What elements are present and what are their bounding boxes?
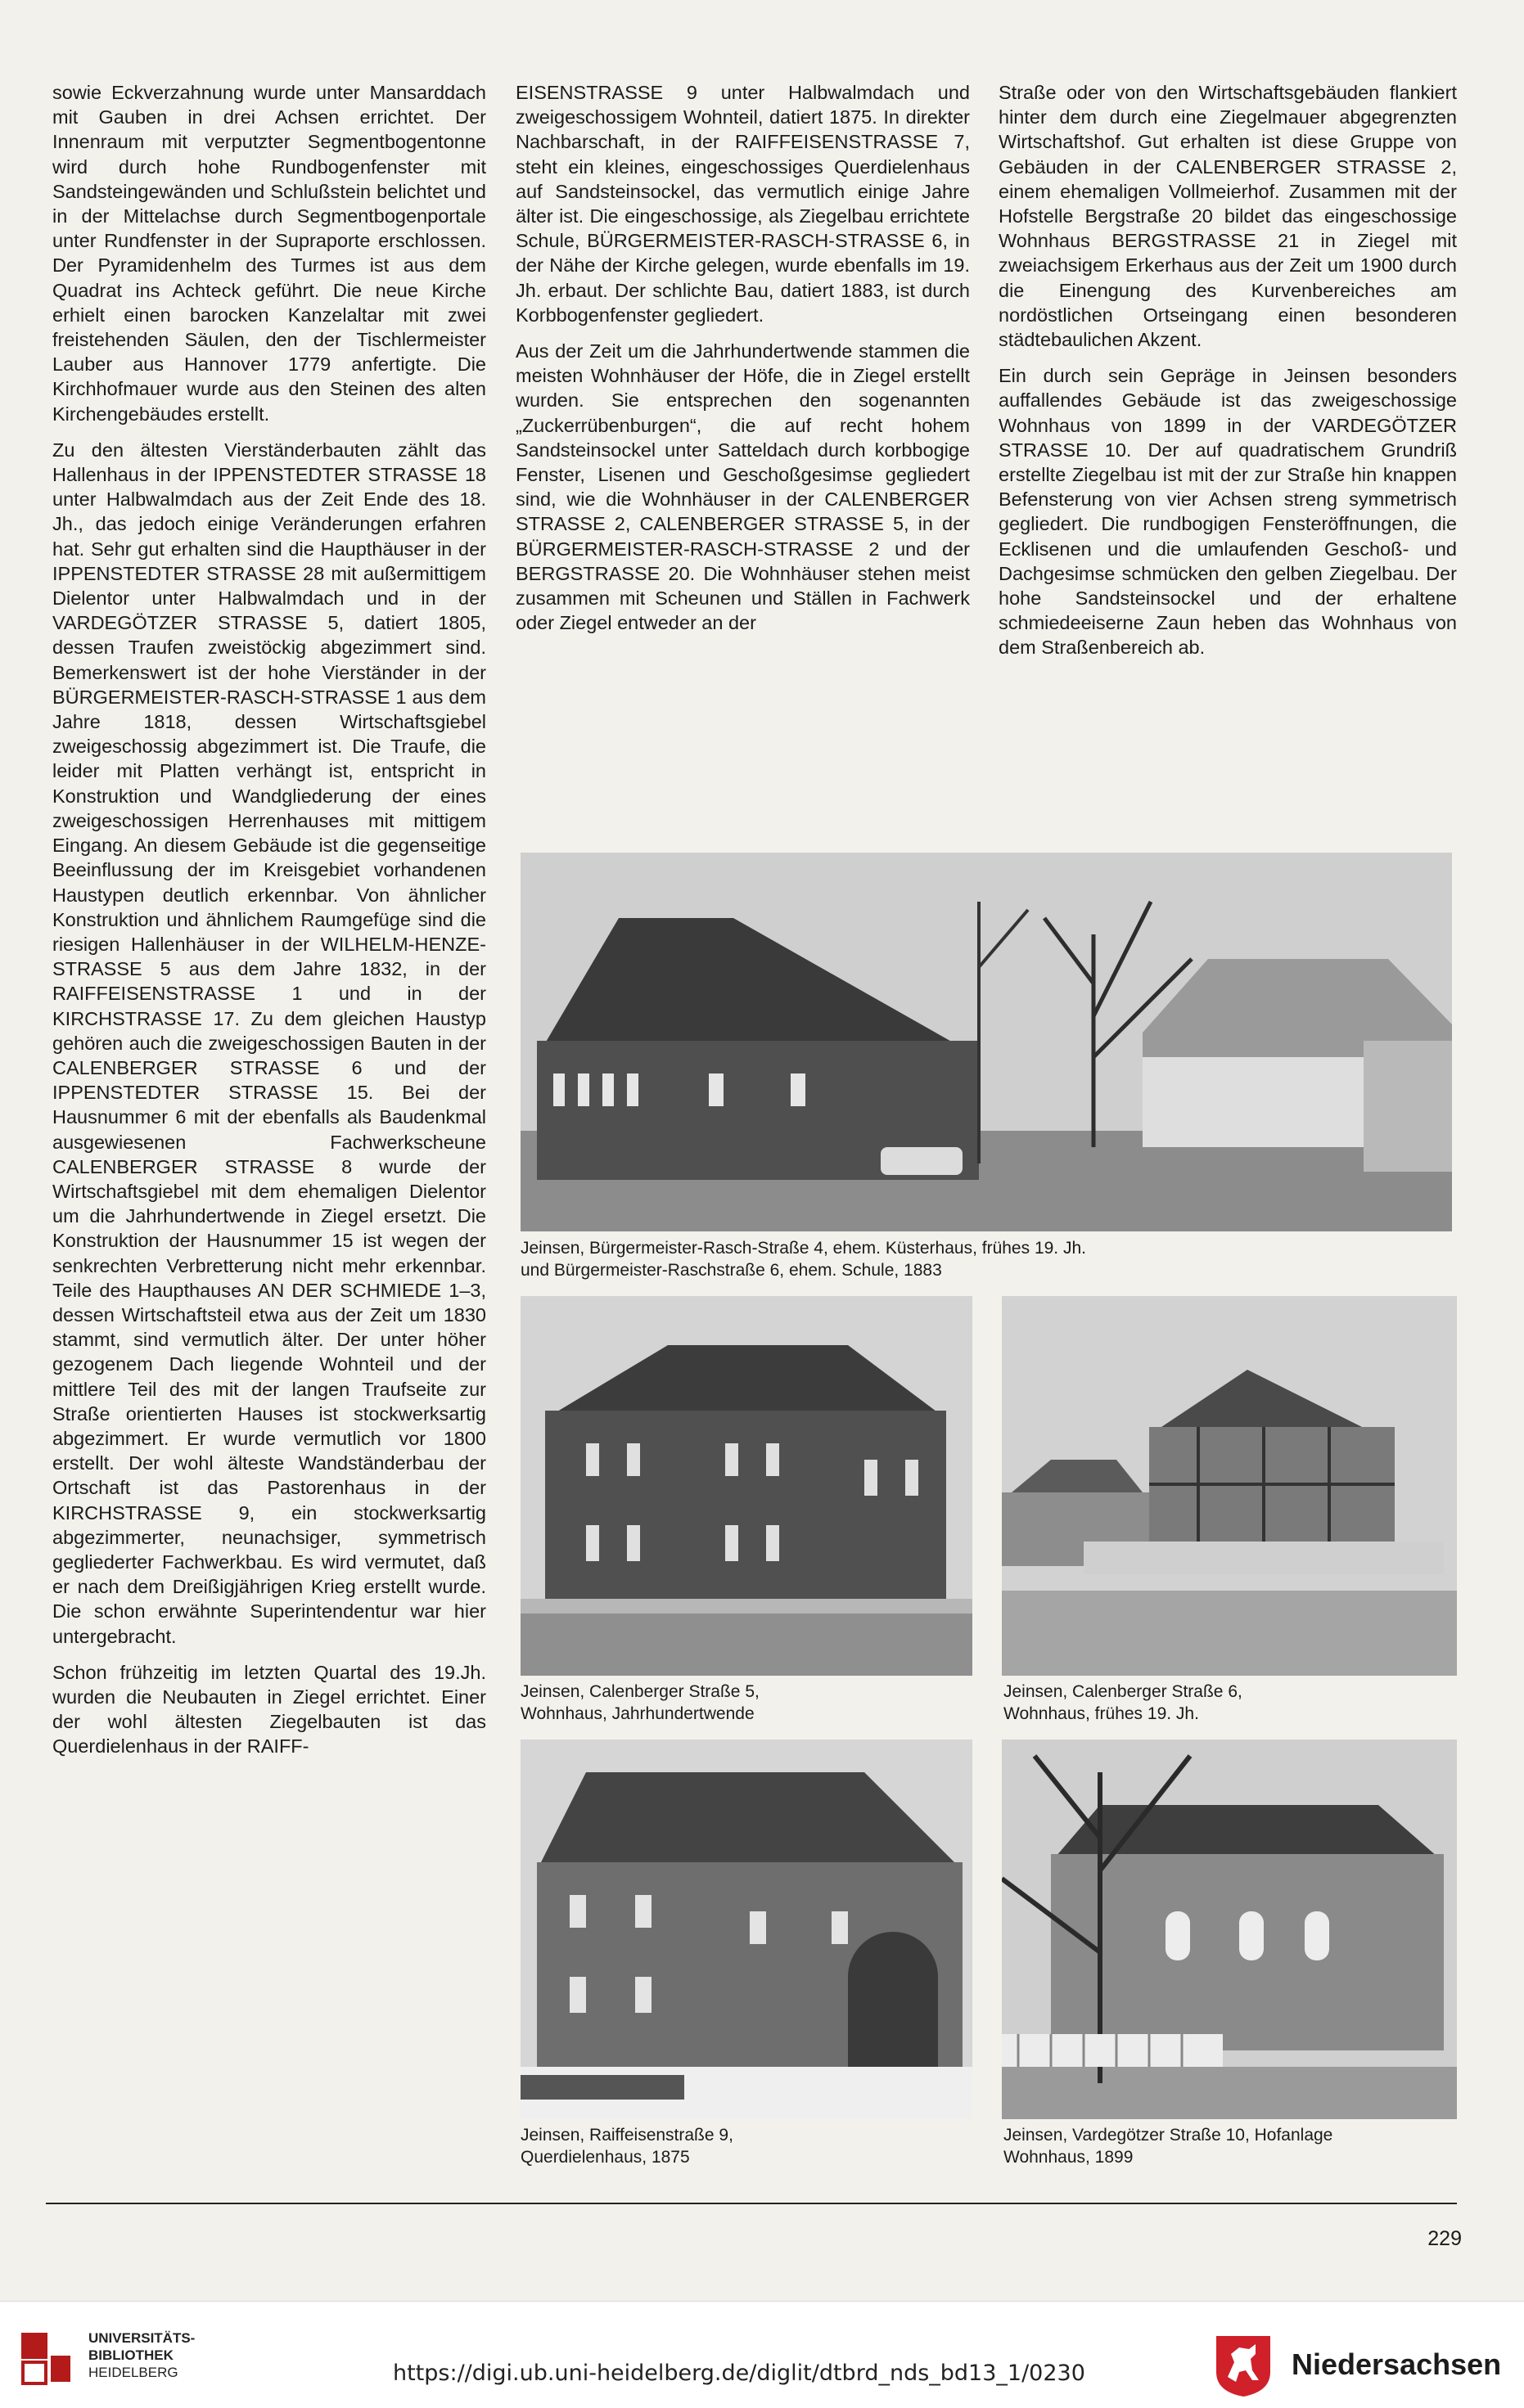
- photo-vardegoetzer-10: [1002, 1740, 1457, 2119]
- paragraph: Schon frühzeitig im letzten Quartal des 19.Jh. wurden die Neubauten in Ziegel errichtet. Einer der wohl ältesten Ziegelbauten ist das Querdielenhaus in der RAIFF-: [52, 1661, 486, 1758]
- library-name: [88, 2329, 195, 2381]
- photo-raiffeisen-9: [521, 1740, 972, 2119]
- caption-line: Querdielenhaus, 1875: [521, 2148, 690, 2167]
- text-column-1: [52, 80, 486, 1771]
- caption-photo-4: [521, 2124, 972, 2168]
- caption-line: Jeinsen, Bürgermeister-Rasch-Straße 4, ehem. Küsterhaus, frühes 19. Jh.: [521, 1239, 1086, 1258]
- library-line: HEIDELBERG: [88, 2365, 178, 2380]
- paragraph: Ein durch sein Gepräge in Jeinsen besonders auffallendes Gebäude ist das zweigeschossige Wohnhaus von 1899 in der VARDEGÖTZER STRASSE 10. Der auf quadratischem Grundriß erstellte Ziegelbau ist mit der zur Straße hin knappen Befensterung von vier Achsen streng symmetrisch gegliedert. Die rundbogigen Fensteröffnungen, die Ecklisenen und die umlaufenden Geschoß- und Dachgesimse schmücken den gelben Ziegelbau. Der hohe Sandsteinsockel und der erhaltene schmiedeeiserne Zaun heben das Wohnhaus von dem Straßenbereich ab.: [999, 365, 1457, 659]
- page-number: 229: [1427, 2227, 1462, 2250]
- paragraph: EISENSTRASSE 9 unter Halbwalmdach und zweigeschossigem Wohnteil, datiert 1875. In direkter Nachbarschaft, in der RAIFFEISENSTRASSE 7, steht ein kleines, eingeschossiges Querdielenhaus auf Sandsteinsockel, das vermutlich einige Jahre älter ist. Die eingeschossige, als Ziegelbau errichtete Schule, BÜRGERMEISTER-RASCH-STRASSE 6, in der Nähe der Kirche gelegen, wurde ebenfalls im 19. Jh. erbaut. Der schlichte Bau, datiert 1883, ist durch Korbbogenfenster gegliedert.: [516, 82, 970, 326]
- caption-photo-3: [1003, 1681, 1459, 1725]
- paragraph: Straße oder von den Wirtschaftsgebäuden flankiert hinter dem durch eine Ziegelmauer abgegrenzten Wirtschaftshof. Gut erhalten ist diese Gruppe von Gebäuden in der CALENBERGER STRASSE 2, einem ehemaligen Vollmeierhof. Zusammen mit der Hofstelle Bergstraße 20 bildet das eingeschossige Wohnhaus BERGSTRASSE 21 in Ziegel mit zweiachsigem Erkerhaus aus der Zeit um 1900 durch die Einengung des Kurvenbereiches am nordöstlichen Ortseingang einen besonderen städtebaulichen Akzent.: [999, 82, 1457, 351]
- caption-line: und Bürgermeister-Raschstraße 6, ehem. Schule, 1883: [521, 1261, 942, 1280]
- paragraph: Zu den ältesten Vierständerbauten zählt das Hallenhaus in der IPPENSTEDTER STRASSE 18 unter Halbwalmdach aus der Zeit Ende des 18. Jh., das jedoch einige Veränderungen erfahren hat. Sehr gut erhalten sind die Haupthäuser in der IPPENSTEDTER STRASSE 28 mit außermittigem Dielentor unter Halbwalmdach und in der VARDEGÖTZER STRASSE 5, datiert 1805, dessen Traufen zweistöckig abgezimmert sind. Bemerkenswert ist der hohe Vierständer in der BÜRGERMEISTER-RASCH-STRASSE 1 aus dem Jahre 1818, dessen Wirtschaftsgiebel zweigeschossig abgezimmert ist. Die Traufe, die leider mit Platten verhängt ist, entspricht in Konstruktion und Wandgliederung der eines zweigeschossigen Herrenhauses mit mittigem Eingang. An diesem Gebäude ist die gegenseitige Beeinflussung der im Kreisgebiet vorhandenen Haustypen deutlich erkennbar. Von ähnlicher Konstruktion und ähnlichem Raumgefüge sind die riesigen Hallenhäuser in der WILHELM-HENZE-STRASSE 5 aus dem Jahre 1832, in der RAIFFEISENSTRASSE 1 und in der KIRCHSTRASSE 17. Zu dem gleichen Haustyp gehören auch die zweigeschossigen Bauten in der CALENBERGER STRASSE 6 und der IPPENSTEDTER STRASSE 15. Bei der Hausnummer 6 mit der ebenfalls als Baudenkmal ausgewiesenen Fachwerkscheune CALENBERGER STRASSE 8 wurde der Wirtschaftsgiebel mit dem ehemaligen Dielentor um die Jahrhundertwende in Ziegel ersetzt. Die Konstruktion der Hausnummer 15 ist wegen der senkrechten Verbretterung nicht mehr erkennbar. Teile des Haupthauses AN DER SCHMIEDE 1–3, dessen Wirtschaftsteil etwa aus der Zeit um 1830 stammt, sind vermutlich älter. Der unter höher gezogenem Dach liegende Wohnteil und der mittlere Teil des mit der langen Traufseite zur Straße orientierten Hauses ist stockwerksartig abgezimmert. Er wurde vermutlich vor 1800 erstellt. Der wohl älteste Wandständerbau der Ortschaft ist das Pastorenhaus in der KIRCHSTRASSE 9, ein stockwerksartig abgezimmerter, neunachsiger, symmetrisch gegliederter Fachwerkbau. Es wird vermutet, daß er nach dem Dreißigjährigen Krieg erstellt wurde. Die schon erwähnte Superintendentur war hier untergebracht.: [52, 439, 486, 1647]
- footer-rule: [46, 2203, 1457, 2204]
- paragraph: Aus der Zeit um die Jahrhundertwende stammen die meisten Wohnhäuser der Höfe, die in Ziegel erstellt wurden. Sie entsprechen den sogenannten „Zuckerrübenburgen“, die auf recht hohem Sandsteinsockel unter Satteldach durch korbbogige Fenster, Lisenen und Geschoßgesimse gegliedert sind, wie die Wohnhäuser in der CALENBERGER STRASSE 2, CALENBERGER STRASSE 5, in der BÜRGERMEISTER-RASCH-STRASSE 2 und der BERGSTRASSE 20. Die Wohnhäuser stehen meist zusammen mit Scheunen und Ställen in Fachwerk oder Ziegel entweder an der: [516, 340, 970, 634]
- caption-line: Wohnhaus, frühes 19. Jh.: [1003, 1704, 1199, 1723]
- permalink-url[interactable]: https://digi.ub.uni-heidelberg.de/diglit/dtbrd_nds_bd13_1/0230: [393, 2361, 1085, 2386]
- caption-line: Wohnhaus, 1899: [1003, 2148, 1134, 2167]
- caption-line: Jeinsen, Raiffeisenstraße 9,: [521, 2126, 733, 2145]
- caption-line: Jeinsen, Calenberger Straße 6,: [1003, 1682, 1242, 1701]
- library-line: UNIVERSITÄTS-: [88, 2330, 196, 2346]
- text-column-2: [516, 80, 970, 646]
- caption-line: Wohnhaus, Jahrhundertwende: [521, 1704, 755, 1723]
- caption-photo-5: [1003, 2124, 1459, 2168]
- photo-calenberger-6: [1002, 1296, 1457, 1676]
- caption-line: Jeinsen, Vardegötzer Straße 10, Hofanlage: [1003, 2126, 1333, 2145]
- photo-calenberger-5: [521, 1296, 972, 1676]
- caption-photo-1: [521, 1237, 1452, 1281]
- library-line: BIBLIOTHEK: [88, 2347, 174, 2363]
- text-column-3: [999, 80, 1457, 672]
- paragraph: sowie Eckverzahnung wurde unter Mansarddach mit Gauben in drei Achsen errichtet. Der Innenraum mit verputzter Segmentbogentonne wird durch hohe Rundbogenfenster mit Sandsteingewänden und Schlußstein belichtet und in der Mittelachse durch Segmentbogenportale unter Rundfenster in der Supraporte erschlossen. Der Pyramidenhelm des Turmes ist aus dem Quadrat ins Achteck geführt. Die neue Kirche erhielt einen barocken Kanzelaltar mit zwei freistehenden Säulen, den der Tischlermeister Lauber aus Hannover 1779 anfertigte. Die Kirchhofmauer wurde aus den Steinen des alten Kirchengebäudes erstellt.: [52, 82, 486, 425]
- niedersachsen-horse-icon: [1215, 2334, 1272, 2398]
- partner-name: Niedersachsen: [1292, 2347, 1502, 2381]
- caption-line: Jeinsen, Calenberger Straße 5,: [521, 1682, 760, 1701]
- photo-kuesterhaus-schule: [521, 853, 1452, 1231]
- viewer-footer: [0, 2301, 1524, 2408]
- caption-photo-2: [521, 1681, 972, 1725]
- ub-heidelberg-logo-icon: [15, 2326, 77, 2388]
